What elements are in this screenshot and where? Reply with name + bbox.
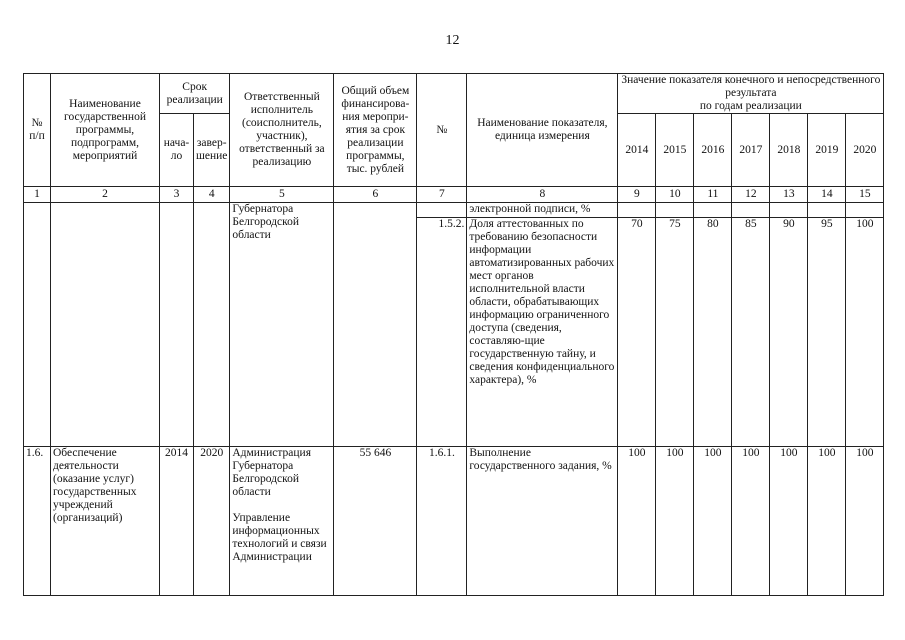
row-num: 1.6. (24, 447, 51, 596)
header-name: Наименование государственной программы, подпрограмм, мероприятий (51, 74, 160, 187)
row-name (51, 203, 160, 447)
header-financing: Общий объем финансирова-ния меропри-ятия за срок реализации программы, тыс. рублей (334, 74, 417, 187)
header-year: 2017 (732, 114, 770, 187)
header-year: 2019 (808, 114, 846, 187)
column-number: 14 (808, 187, 846, 203)
row-name: Обеспечение деятельности (оказание услуг) государственных учреждений (организаций) (51, 447, 160, 596)
indicator-value: 70 (618, 218, 656, 447)
indicator-value: 100 (618, 447, 656, 596)
indicator-value (694, 203, 732, 218)
column-number: 15 (846, 187, 884, 203)
column-number: 8 (467, 187, 618, 203)
header-indicator-num: № (417, 74, 467, 187)
header-year: 2016 (694, 114, 732, 187)
indicator-value: 100 (808, 447, 846, 596)
column-number: 6 (334, 187, 417, 203)
header-year: 2014 (618, 114, 656, 187)
header-year: 2018 (770, 114, 808, 187)
row-responsible: Администрация Губернатора Белгородской области Управление информационных технологий и связи Администрации (230, 447, 334, 596)
header-num: № п/п (24, 74, 51, 187)
indicator-value: 100 (846, 218, 884, 447)
indicator-num: 1.6.1. (417, 447, 467, 596)
row-responsible: Губернатора Белгородской области (230, 203, 334, 447)
header-start: нача- ло (160, 114, 194, 187)
indicator-value (732, 203, 770, 218)
indicator-value: 100 (770, 447, 808, 596)
indicator-value: 100 (732, 447, 770, 596)
row-financing: 55 646 (334, 447, 417, 596)
header-values: Значение показателя конечного и непосредственного результата по годам реализации (618, 74, 884, 114)
column-number: 1 (24, 187, 51, 203)
row-end (194, 203, 230, 447)
column-number: 12 (732, 187, 770, 203)
indicator-value: 75 (656, 218, 694, 447)
indicator-value (846, 203, 884, 218)
header-end: завер- шение (194, 114, 230, 187)
row-financing (334, 203, 417, 447)
column-number: 11 (694, 187, 732, 203)
indicator-name: Доля аттестованных по требованию безопасности информации автоматизированных рабочих мест органов исполнительной власти области, обрабатывающих информацию ограниченного доступа (сведения, составляю-щие государственную тайну, и сведения конфиденциального характера), % (467, 218, 618, 447)
header-year: 2020 (846, 114, 884, 187)
table-row (24, 203, 884, 218)
indicator-value (808, 203, 846, 218)
header-term: Срок реализации (160, 74, 230, 114)
indicator-value: 100 (656, 447, 694, 596)
column-number: 10 (656, 187, 694, 203)
indicator-value: 90 (770, 218, 808, 447)
header-responsible: Ответственный исполнитель (соисполнитель, участник), ответственный за реализацию (230, 74, 334, 187)
indicator-value: 100 (694, 447, 732, 596)
indicator-value (770, 203, 808, 218)
column-number: 4 (194, 187, 230, 203)
column-number: 9 (618, 187, 656, 203)
indicator-value: 80 (694, 218, 732, 447)
row-num (24, 203, 51, 447)
header-year: 2015 (656, 114, 694, 187)
table-row (24, 447, 884, 596)
row-end: 2020 (194, 447, 230, 596)
row-start: 2014 (160, 447, 194, 596)
column-number: 7 (417, 187, 467, 203)
column-number: 3 (160, 187, 194, 203)
header-indicator-name: Наименование показателя, единица измерения (467, 74, 618, 187)
column-numbers-row (24, 187, 884, 203)
indicator-value (656, 203, 694, 218)
indicator-value (618, 203, 656, 218)
row-start (160, 203, 194, 447)
indicator-name: Выполнение государственного задания, % (467, 447, 618, 596)
program-table (23, 73, 884, 596)
indicator-value: 95 (808, 218, 846, 447)
indicator-num (417, 203, 467, 218)
indicator-num: 1.5.2. (417, 218, 467, 447)
column-number: 5 (230, 187, 334, 203)
indicator-value: 100 (846, 447, 884, 596)
indicator-value: 85 (732, 218, 770, 447)
indicator-name: электронной подписи, % (467, 203, 618, 218)
page-number: 12 (445, 33, 460, 48)
column-number: 2 (51, 187, 160, 203)
column-number: 13 (770, 187, 808, 203)
